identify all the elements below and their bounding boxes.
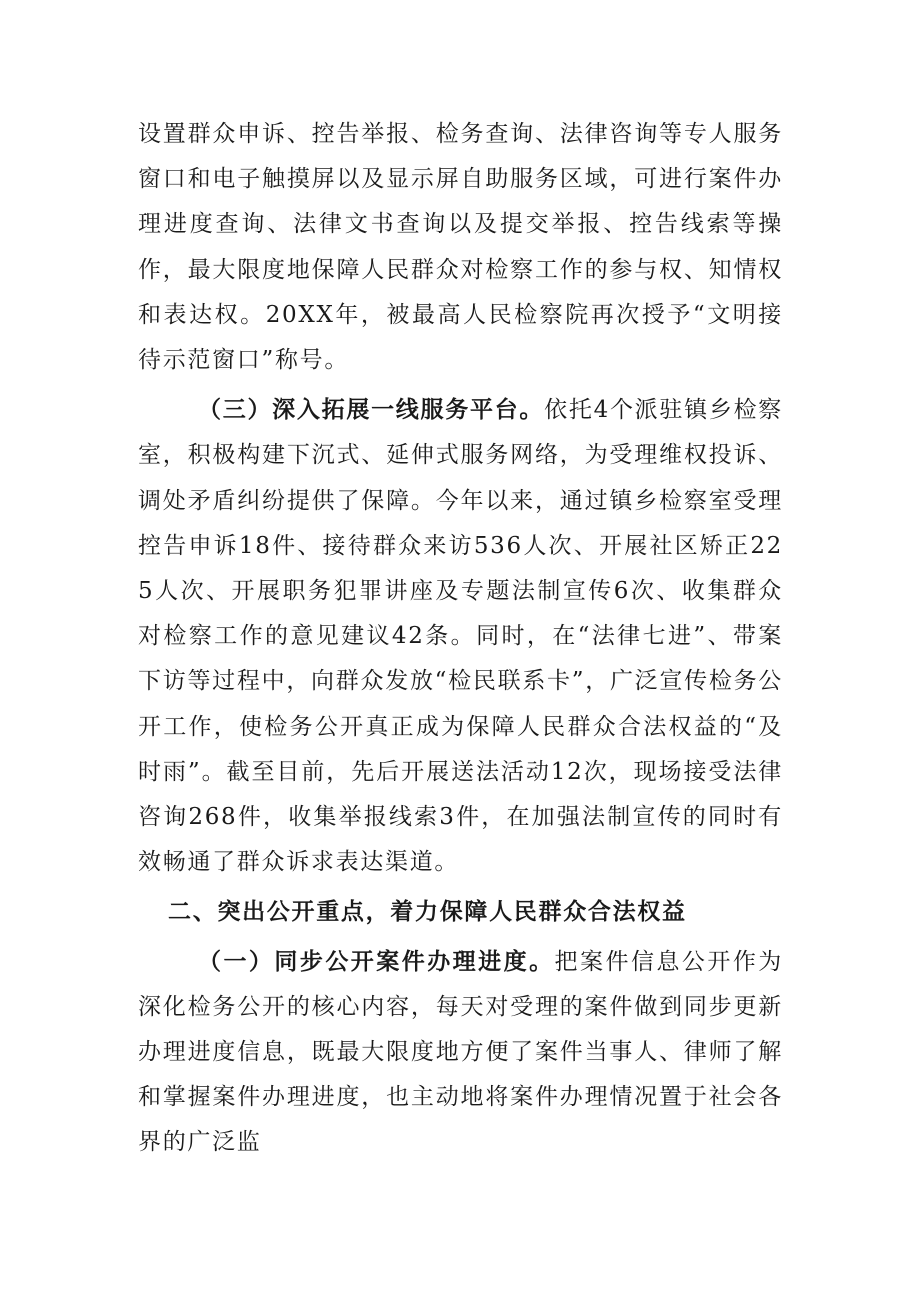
paragraph-body-text: 依托4个派驻镇乡检察室，积极构建下沉式、延伸式服务网络，为受理维权投诉、调处矛盾纠纷提供了保障。今年以来，通过镇乡检察室受理控告申诉18件、接待群众来访536人次、开展社区矫正225人次、开展职务犯罪讲座及专题法制宣传6次、收集群众对检察工作的意见建议42条。同时，在“法律七进”、带案下访等过程中，向群众发放“检民联系卡”，广泛宣传检务公开工作，使检务公开真正成为保障人民群众合法权益的“及时雨”。截至目前，先后开展送法活动12次，现场接受法律咨询268件，收集举报线索3件，在加强法制宣传的同时有效畅通了群众诉求表达渠道。 xyxy=(138,397,783,876)
paragraph-lead-heading: （一）同步公开案件办理进度。 xyxy=(198,947,555,975)
paragraph-lead-heading: （三）深入拓展一线服务平台。 xyxy=(198,396,545,424)
paragraph-body-text: 把案件信息公开作为深化检务公开的核心内容，每天对受理的案件做到同步更新办理进度信息，既最大限度地方便了案件当事人、律师了解和掌握案件办理进度，也主动地将案件办理情况置于社会各界的广泛监 xyxy=(138,948,783,1156)
document-body xyxy=(138,112,783,1166)
paragraph-service-window: 设置群众申诉、控告举报、检务查询、法律咨询等专人服务窗口和电子触摸屏以及显示屏自助服务区域，可进行案件办理进度查询、法律文书查询以及提交举报、控告线索等操作，最大限度地保障人民群众对检察工作的参与权、知情权和表达权。20XX年，被最高人民检察院再次授予“文明接待示范窗口”称号。 xyxy=(138,121,783,374)
paragraph-frontline-platform xyxy=(138,387,783,885)
section-heading: 二、突出公开重点，着力保障人民群众合法权益 xyxy=(168,898,687,926)
paragraph-case-progress xyxy=(138,939,783,1166)
